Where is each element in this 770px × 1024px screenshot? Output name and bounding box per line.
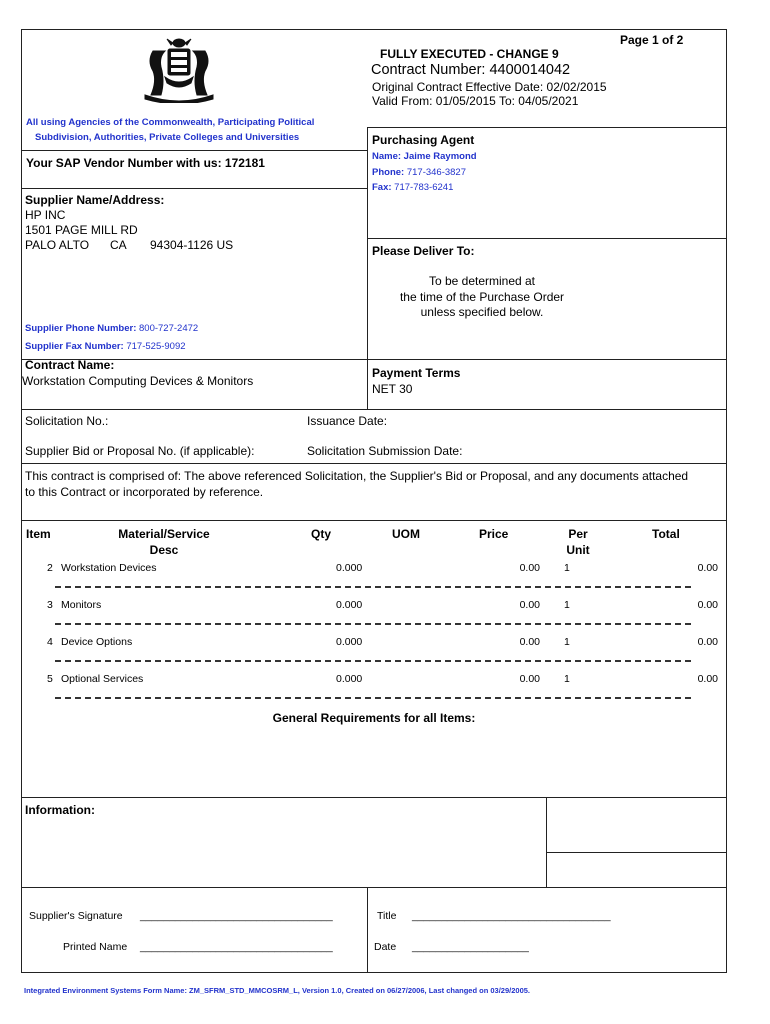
page-number: Page 1 of 2 — [620, 33, 684, 47]
row-separator — [55, 660, 691, 662]
supplier-zip-country: 94304-1126 US — [150, 238, 234, 252]
supplier-phone: Supplier Phone Number: 800-727-2472 — [25, 323, 199, 334]
deliver-line-1: To be determined at — [428, 274, 536, 288]
row-item: 4 — [47, 636, 53, 648]
row-item: 2 — [47, 562, 53, 574]
form-footer: Integrated Environment Systems Form Name: ZM_SFRM_STD_MMCOSRM_L, Version 1.0, Created on 06/27/2006, Last changed on 03/29/2005. — [24, 986, 530, 995]
row-separator — [55, 697, 691, 699]
row-qty: 0.000 — [336, 562, 363, 574]
agent-name: Name: Jaime Raymond — [372, 151, 477, 162]
row-total: 0.00 — [697, 599, 718, 611]
supplier-label: Supplier Name/Address: — [25, 193, 165, 207]
agent-fax: Fax: 717-783-6241 — [372, 182, 454, 193]
row-desc: Monitors — [61, 599, 102, 611]
row-qty: 0.000 — [336, 673, 363, 685]
execution-status: FULLY EXECUTED - CHANGE 9 — [380, 47, 559, 61]
title-label: Title — [377, 910, 397, 922]
table-row — [0, 599, 770, 615]
title-line[interactable]: __________________________________ — [412, 910, 611, 922]
table-row — [0, 673, 770, 689]
valid-dates: Valid From: 01/05/2015 To: 04/05/2021 — [372, 94, 579, 108]
information-label: Information: — [25, 803, 95, 817]
row-price: 0.00 — [519, 599, 540, 611]
purchasing-agent-title: Purchasing Agent — [372, 133, 475, 147]
payment-terms-value: NET 30 — [372, 382, 413, 396]
col-uom: UOM — [392, 527, 420, 541]
supplier-name: HP INC — [25, 208, 66, 222]
date-label: Date — [374, 941, 397, 953]
col-per-unit: Per Unit — [566, 527, 590, 557]
row-price: 0.00 — [519, 562, 540, 574]
row-item: 3 — [47, 599, 53, 611]
row-price: 0.00 — [519, 673, 540, 685]
row-separator — [55, 623, 691, 625]
bid-number: Supplier Bid or Proposal No. (if applicable): — [25, 444, 255, 458]
col-desc: Material/Service Desc — [118, 527, 210, 557]
row-total: 0.00 — [697, 562, 718, 574]
col-qty: Qty — [311, 527, 332, 541]
supplier-fax: Supplier Fax Number: 717-525-9092 — [25, 341, 186, 352]
supplier-city: PALO ALTO — [25, 238, 90, 252]
deliver-line-3: unless specified below. — [420, 305, 544, 319]
contract-name-label: Contract Name: — [25, 358, 115, 372]
row-desc: Optional Services — [61, 673, 144, 685]
col-price: Price — [479, 527, 509, 541]
row-qty: 0.000 — [336, 599, 363, 611]
comprised-line-2: to this Contract or incorporated by reference. — [25, 485, 264, 499]
contract-number: Contract Number: 4400014042 — [371, 62, 571, 78]
submission-date: Solicitation Submission Date: — [307, 444, 463, 458]
supplier-signature-line[interactable]: _________________________________ — [140, 910, 333, 922]
deliver-line-2: the time of the Purchase Order — [399, 290, 565, 304]
table-row — [0, 636, 770, 652]
contract-name: Workstation Computing Devices & Monitors — [22, 374, 254, 388]
deliver-to-title: Please Deliver To: — [372, 244, 475, 258]
row-total: 0.00 — [697, 636, 718, 648]
general-requirements: General Requirements for all Items: — [272, 711, 476, 725]
agent-phone: Phone: 717-346-3827 — [372, 167, 467, 178]
effective-date: Original Contract Effective Date: 02/02/2015 — [372, 80, 607, 94]
issuance-date: Issuance Date: — [307, 414, 388, 428]
payment-terms-label: Payment Terms — [372, 366, 461, 380]
printed-name-line[interactable]: _________________________________ — [140, 941, 333, 953]
agencies-line-2: Subdivision, Authorities, Private Colleges and Universities — [35, 132, 300, 143]
row-per: 1 — [564, 599, 570, 611]
col-total: Total — [652, 527, 680, 541]
row-desc: Workstation Devices — [61, 562, 157, 574]
sap-vendor-number: Your SAP Vendor Number with us: 172181 — [26, 156, 265, 170]
col-item: Item — [26, 527, 51, 541]
comprised-line-1: This contract is comprised of: The above referenced Solicitation, the Supplier's Bid or Proposal, and any documents attached — [25, 469, 689, 483]
row-per: 1 — [564, 562, 570, 574]
row-per: 1 — [564, 636, 570, 648]
solicitation-number: Solicitation No.: — [25, 414, 109, 428]
supplier-state: CA — [110, 238, 127, 252]
row-per: 1 — [564, 673, 570, 685]
row-price: 0.00 — [519, 636, 540, 648]
row-total: 0.00 — [697, 673, 718, 685]
date-line[interactable]: ____________________ — [412, 941, 529, 953]
table-row — [0, 562, 770, 578]
printed-name-label: Printed Name — [63, 941, 128, 953]
row-desc: Device Options — [61, 636, 133, 648]
agencies-line-1: All using Agencies of the Commonwealth, Participating Political — [26, 117, 315, 128]
row-qty: 0.000 — [336, 636, 363, 648]
supplier-street: 1501 PAGE MILL RD — [25, 223, 138, 237]
supplier-signature-label: Supplier's Signature — [29, 910, 123, 922]
commonwealth-seal — [139, 37, 219, 103]
row-separator — [55, 586, 691, 588]
row-item: 5 — [47, 673, 53, 685]
